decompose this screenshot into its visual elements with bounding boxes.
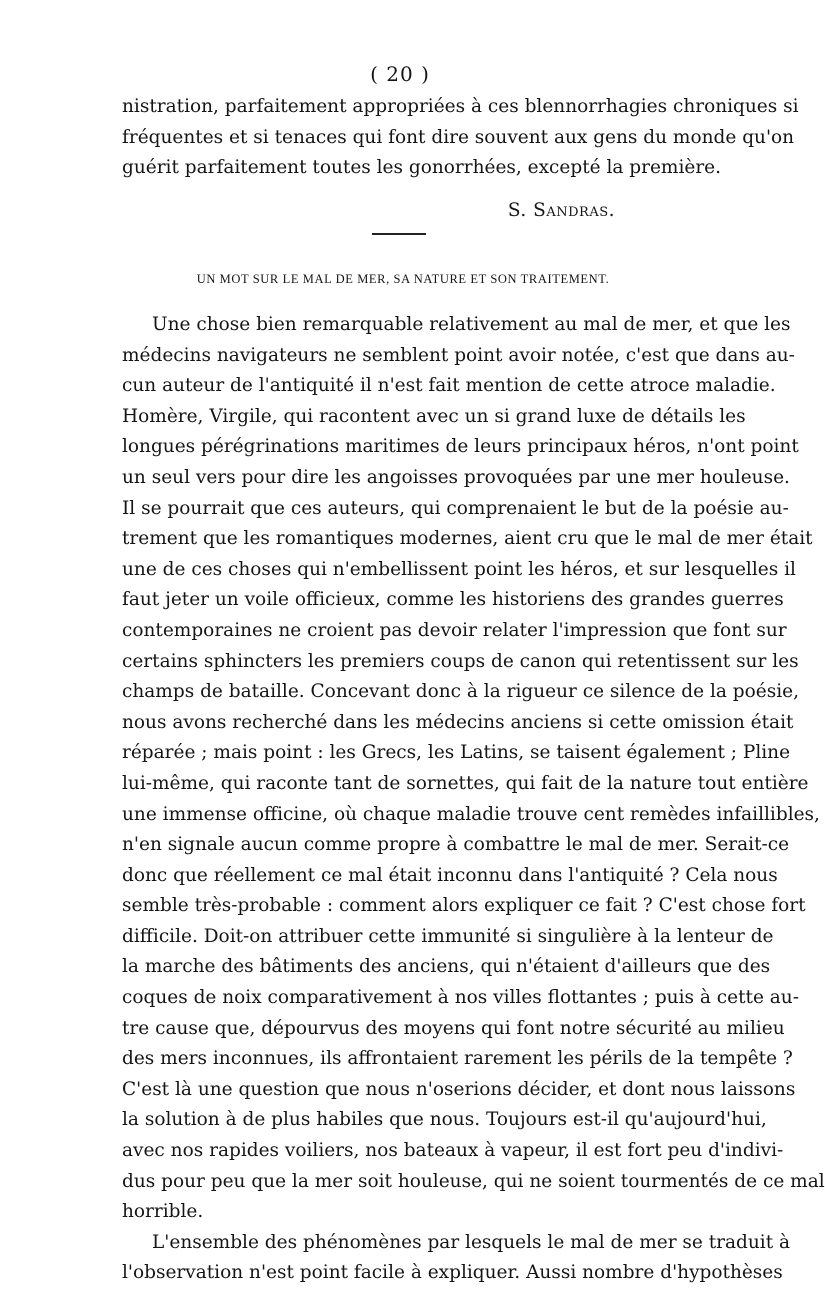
text-line: lui-même, qui raconte tant de sornettes, qui fait de la nature tout entière	[122, 772, 809, 794]
text-line: fréquentes et si tenaces qui font dire souvent aux gens du monde qu'on	[122, 126, 795, 148]
text-line: des mers inconnues, ils affrontaient rarement les périls de la tempête ?	[122, 1048, 793, 1070]
text-line: faut jeter un voile officieux, comme les historiens des grandes guerres	[122, 589, 784, 611]
text-line: horrible.	[122, 1201, 204, 1223]
text-line: une immense officine, où chaque maladie trouve cent remèdes infaillibles,	[122, 803, 820, 825]
text-line: dus pour peu que la mer soit houleuse, qui ne soient tourmentés de ce mal	[122, 1170, 825, 1192]
text-line: l'observation n'est point facile à expliquer. Aussi nombre d'hypothèses	[122, 1262, 783, 1284]
text-line: donc que réellement ce mal était inconnu dans l'antiquité ? Cela nous	[122, 864, 778, 886]
text-line: Il se pourrait que ces auteurs, qui comprenaient le but de la poésie au-	[122, 497, 789, 519]
text-line: longues pérégrinations maritimes de leurs principaux héros, n'ont point	[122, 436, 799, 458]
continuation-paragraph	[122, 92, 799, 184]
text-line: trement que les romantiques modernes, aient cru que le mal de mer était	[122, 528, 813, 550]
text-line: semble très-probable : comment alors expliquer ce fait ? C'est chose fort	[122, 895, 806, 917]
text-line: n'en signale aucun comme propre à combattre le mal de mer. Serait-ce	[122, 834, 790, 856]
text-line: réparée ; mais point : les Grecs, les Latins, se taisent également ; Pline	[122, 742, 791, 764]
section-divider	[372, 233, 426, 235]
text-line: C'est là une question que nous n'oserions décider, et dont nous laissons	[122, 1078, 796, 1100]
text-line: guérit parfaitement toutes les gonorrhées, excepté la première.	[122, 157, 722, 179]
page-number: ( 20 )	[370, 62, 430, 86]
text-line: un seul vers pour dire les angoisses provoquées par une mer houleuse.	[122, 466, 790, 488]
text-line: cun auteur de l'antiquité il n'est fait mention de cette atroce maladie.	[122, 375, 776, 397]
text-line: difficile. Doit-on attribuer cette immunité si singulière à la lenteur de	[122, 925, 774, 947]
text-line: nistration, parfaitement appropriées à ces blennorrhagies chroniques si	[122, 96, 799, 117]
text-line: certains sphincters les premiers coups de canon qui retentissent sur les	[122, 650, 799, 672]
section-heading: UN MOT SUR LE MAL DE MER, SA NATURE ET SON TRAITEMENT.	[196, 272, 610, 286]
text-line: contemporaines ne croient pas devoir relater l'impression que font sur	[122, 619, 787, 641]
text-line: L'ensemble des phénomènes par lesquels le mal de mer se traduit à	[152, 1231, 791, 1253]
author-signature: S. Sandras.	[507, 200, 615, 221]
text-line: médecins navigateurs ne semblent point avoir notée, c'est que dans au-	[122, 344, 795, 366]
text-line: champs de bataille. Concevant donc à la rigueur ce silence de la poésie,	[122, 681, 799, 703]
text-line: avec nos rapides voiliers, nos bateaux à vapeur, il est fort peu d'indivi-	[122, 1140, 784, 1162]
article-body	[122, 310, 825, 1289]
text-line: Homère, Virgile, qui racontent avec un si grand luxe de détails les	[122, 405, 746, 427]
text-line: une de ces choses qui n'embellissent point les héros, et sur lesquelles il	[122, 558, 796, 580]
text-line: coques de noix comparativement à nos villes flottantes ; puis à cette au-	[122, 987, 799, 1009]
text-line: la marche des bâtiments des anciens, qui n'étaient d'ailleurs que des	[122, 956, 771, 978]
text-line: nous avons recherché dans les médecins anciens si cette omission était	[122, 711, 794, 733]
text-line: tre cause que, dépourvus des moyens qui font notre sécurité au milieu	[122, 1017, 785, 1039]
text-line: la solution à de plus habiles que nous. Toujours est-il qu'aujourd'hui,	[122, 1109, 767, 1131]
text-line: Une chose bien remarquable relativement au mal de mer, et que les	[152, 314, 791, 335]
